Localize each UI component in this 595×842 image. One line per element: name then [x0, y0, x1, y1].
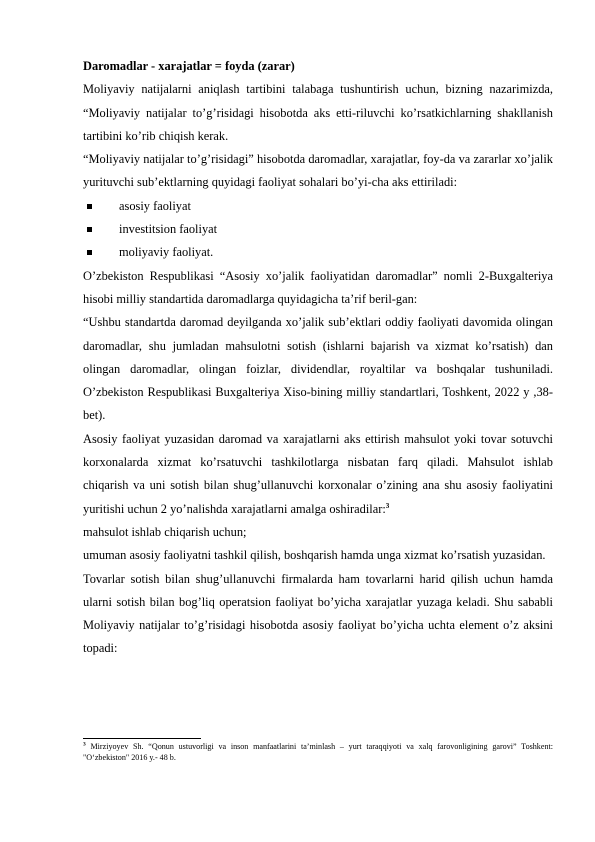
footnote-reference[interactable]: 3: [385, 501, 390, 510]
activity-list: [83, 195, 553, 265]
paragraph-main-activity-text: Asosiy faoliyat yuzasidan daromad va xarajatlarni aks ettirish mahsulot yoki tovar sotuvchi korxonalarda xizmat ko’rsatuvchi tashkilotlarga nisbatan farq qiladi. Mahsulot ishlab chiqarish va uni sotish bilan shug’ullanuvchi korxonalar o’zining ana shu asosiy faoliyatini yuritishi uchun 2 yo’nalishda xarajatlarni amalga oshiradilar:: [83, 431, 553, 516]
footnote-divider: [83, 738, 201, 739]
section-heading: Daromadlar - xarajatlar = foyda (zarar): [83, 59, 295, 73]
footnote-number: 3: [83, 741, 86, 748]
paragraph-production: mahsulot ishlab chiqarish uchun;: [83, 524, 247, 539]
square-bullet-icon: [87, 227, 92, 232]
list-item: [83, 241, 553, 264]
paragraph-intro: Moliyaviy natijalarni aniqlash tartibini talabaga tushuntirish uchun, bizning nazarimizda, “Moliyaviy natijalar to’g’risidagi hisobotda aks etti-riluvchi ko’rsatkichlarning shakllanish tartibini ko’rib chiqish kerak.: [83, 82, 553, 143]
paragraph-trade-firms: Tovarlar sotish bilan shug’ullanuvchi firmalarda ham tovarlarni harid qilish uchun hamda ularni sotish bilan bog’liq operatsion faoliyat bo’yicha xarajatlar yuzaga keladi. Shu sababli Moliyaviy natijalar to’g’risidagi hisobotda asosiy faoliyat bo’yicha uchta element o’z aksini topadi:: [83, 571, 553, 656]
paragraph-main-activity: [83, 428, 553, 521]
paragraph-management: umuman asosiy faoliyatni tashkil qilish, boshqarish hamda unga xizmat ko’rsatish yuzasidan.: [83, 548, 546, 563]
list-item-label: moliyaviy faoliyat.: [119, 245, 214, 260]
list-item-label: asosiy faoliyat: [119, 198, 191, 213]
document-page: [83, 55, 553, 661]
paragraph-standard-quote: “Ushbu standartda daromad deyilganda xo’jalik sub’ektlari oddiy faoliyati davomida olingan daromadlar, shu jumladan mahsulotni sotish (ishlarni bajarish va xizmat ko’rsatish) dan olingan daromadlar, olingan foizlar, dividendlar, royaltilar va boshqalar tushuniladi. O’zbekiston Respublikasi Buxgalteriya Xiso-bining milliy standartlari, Toshkent, 2022 y ,38-bet).: [83, 315, 553, 423]
footnote: [83, 742, 553, 763]
square-bullet-icon: [87, 204, 92, 209]
list-item: [83, 195, 553, 218]
footnote-text: Mirziyoyev Sh. “Qonun ustuvorligi va inson manfaatlarini ta’minlash – yurt taraqqiyoti va xalq farovonligining garovi” Toshkent: "O‘zbekiston" 2016 y.- 48 b.: [83, 742, 553, 762]
square-bullet-icon: [87, 250, 92, 255]
paragraph-report-areas: “Moliyaviy natijalar to’g’risidagi” hisobotda daromadlar, xarajatlar, foy-da va zararlar xo’jalik yurituvchi sub’ektlarning quyidagi faoliyat sohalari bo’yi-cha aks ettiriladi:: [83, 152, 553, 190]
paragraph-standard-definition: O’zbekiston Respublikasi “Asosiy xo’jalik faoliyatidan daromadlar” nomli 2-Buxgalteriya hisobi milliy standartida daromadlarga quyidagicha ta’rif beril-gan:: [83, 268, 553, 306]
list-item-label: investitsion faoliyat: [119, 222, 218, 237]
list-item: [83, 218, 553, 241]
